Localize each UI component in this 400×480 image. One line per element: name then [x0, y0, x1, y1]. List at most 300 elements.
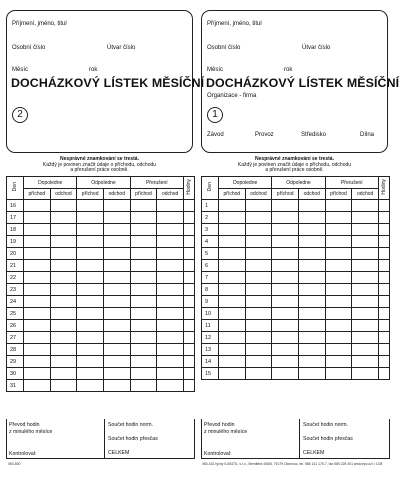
time-cell[interactable]: [272, 356, 299, 368]
time-cell[interactable]: [272, 344, 299, 356]
break-header: Přerušení: [325, 177, 378, 189]
time-cell[interactable]: [77, 380, 104, 392]
day-number: 16: [7, 200, 24, 212]
day-number: 14: [202, 356, 219, 368]
time-cell[interactable]: [245, 308, 272, 320]
time-cell[interactable]: [24, 260, 51, 272]
time-cell[interactable]: [219, 296, 246, 308]
time-cell[interactable]: [245, 260, 272, 272]
hours-cell[interactable]: [379, 200, 390, 212]
day-row: [7, 272, 195, 284]
day-header: Den: [202, 177, 219, 200]
time-cell[interactable]: [219, 248, 246, 260]
time-cell[interactable]: [77, 212, 104, 224]
time-cell[interactable]: [103, 284, 130, 296]
time-cell[interactable]: [50, 260, 77, 272]
hours-cell[interactable]: [379, 236, 390, 248]
time-cell[interactable]: [103, 236, 130, 248]
personal-number-label: Osobní číslo: [207, 45, 241, 51]
time-cell[interactable]: [77, 200, 104, 212]
time-cell[interactable]: [24, 272, 51, 284]
time-cell[interactable]: [272, 368, 299, 380]
hours-cell[interactable]: [184, 248, 195, 260]
time-cell[interactable]: [130, 296, 157, 308]
sum-norm-label: Součet hodin norm.: [303, 422, 348, 428]
time-cell[interactable]: [50, 320, 77, 332]
time-cell[interactable]: [219, 344, 246, 356]
day-number: 30: [7, 368, 24, 380]
time-cell[interactable]: [298, 344, 325, 356]
time-cell[interactable]: [325, 320, 352, 332]
day-number: 28: [7, 344, 24, 356]
time-cell[interactable]: [24, 344, 51, 356]
time-cell[interactable]: [352, 224, 379, 236]
time-cell[interactable]: [325, 368, 352, 380]
time-cell[interactable]: [298, 320, 325, 332]
time-cell[interactable]: [325, 356, 352, 368]
time-cell[interactable]: [130, 380, 157, 392]
time-cell[interactable]: [245, 320, 272, 332]
time-cell[interactable]: [103, 272, 130, 284]
time-cell[interactable]: [245, 356, 272, 368]
time-cell[interactable]: [50, 236, 77, 248]
notice-title: Nesprávné znamkování se trestá.: [255, 156, 334, 162]
hours-cell[interactable]: [379, 272, 390, 284]
day-row: [7, 368, 195, 380]
day-number: 19: [7, 236, 24, 248]
time-cell[interactable]: [77, 308, 104, 320]
time-cell[interactable]: [24, 212, 51, 224]
day-number: 25: [7, 308, 24, 320]
time-cell[interactable]: [77, 296, 104, 308]
notice-line: a přerušení práce osobně.: [70, 167, 129, 174]
time-cell[interactable]: [272, 308, 299, 320]
time-cell[interactable]: [157, 200, 184, 212]
time-cell[interactable]: [130, 344, 157, 356]
time-cell[interactable]: [77, 356, 104, 368]
time-cell[interactable]: [245, 200, 272, 212]
hours-cell[interactable]: [184, 224, 195, 236]
department-label: Útvar číslo: [107, 45, 136, 51]
time-cell[interactable]: [352, 284, 379, 296]
day-row: [202, 236, 390, 248]
day-row: [7, 332, 195, 344]
time-cell[interactable]: [157, 296, 184, 308]
day-number: 29: [7, 356, 24, 368]
time-cell[interactable]: [50, 296, 77, 308]
copy-number-badge: 1: [207, 107, 223, 123]
time-cell[interactable]: [272, 320, 299, 332]
time-cell[interactable]: [272, 200, 299, 212]
hours-cell[interactable]: [184, 212, 195, 224]
time-cell[interactable]: [352, 200, 379, 212]
day-number: 21: [7, 260, 24, 272]
time-cell[interactable]: [298, 236, 325, 248]
hours-cell[interactable]: [379, 308, 390, 320]
time-cell[interactable]: [77, 272, 104, 284]
time-cell[interactable]: [245, 248, 272, 260]
day-row: [7, 224, 195, 236]
time-cell[interactable]: [24, 368, 51, 380]
time-cell[interactable]: [157, 248, 184, 260]
time-cell[interactable]: [24, 356, 51, 368]
day-row: [7, 200, 195, 212]
time-cell[interactable]: [157, 332, 184, 344]
department-label: Útvar číslo: [302, 45, 331, 51]
time-cell[interactable]: [130, 236, 157, 248]
time-cell[interactable]: [103, 332, 130, 344]
time-cell[interactable]: [298, 212, 325, 224]
time-cell[interactable]: [352, 332, 379, 344]
time-cell[interactable]: [50, 224, 77, 236]
hours-cell[interactable]: [379, 224, 390, 236]
time-cell[interactable]: [50, 356, 77, 368]
day-number: 11: [202, 320, 219, 332]
time-cell[interactable]: [50, 368, 77, 380]
time-cell[interactable]: [272, 236, 299, 248]
hours-cell[interactable]: [379, 320, 390, 332]
day-number: 23: [7, 284, 24, 296]
time-cell[interactable]: [157, 320, 184, 332]
transfer-label: Převod hodin: [204, 422, 235, 428]
time-cell[interactable]: [103, 200, 130, 212]
hours-cell[interactable]: [184, 368, 195, 380]
day-number: 9: [202, 296, 219, 308]
hours-cell[interactable]: [184, 332, 195, 344]
day-number: 1: [202, 200, 219, 212]
time-cell[interactable]: [157, 344, 184, 356]
time-cell[interactable]: [24, 380, 51, 392]
time-cell[interactable]: [157, 380, 184, 392]
time-cell[interactable]: [103, 320, 130, 332]
time-cell[interactable]: [50, 308, 77, 320]
year-label: rok: [284, 67, 293, 73]
time-cell[interactable]: [245, 332, 272, 344]
time-cell[interactable]: [325, 332, 352, 344]
hours-cell[interactable]: [184, 272, 195, 284]
time-cell[interactable]: [130, 320, 157, 332]
time-cell[interactable]: [130, 272, 157, 284]
time-cell[interactable]: [325, 236, 352, 248]
time-cell[interactable]: [24, 236, 51, 248]
form-code: 060-500: [8, 462, 21, 466]
time-cell[interactable]: [298, 356, 325, 368]
time-cell[interactable]: [352, 248, 379, 260]
time-cell[interactable]: [103, 368, 130, 380]
name-label: Příjmení, jméno, titul: [12, 21, 67, 27]
day-number: 17: [7, 212, 24, 224]
time-cell[interactable]: [245, 296, 272, 308]
time-cell[interactable]: [77, 236, 104, 248]
time-cell[interactable]: [24, 224, 51, 236]
time-cell[interactable]: [157, 260, 184, 272]
time-cell[interactable]: [77, 344, 104, 356]
time-cell[interactable]: [77, 368, 104, 380]
plant-label: Závod: [207, 132, 224, 138]
day-row: [202, 272, 390, 284]
time-cell[interactable]: [50, 212, 77, 224]
time-cell[interactable]: [298, 248, 325, 260]
time-cell[interactable]: [325, 224, 352, 236]
time-cell[interactable]: [24, 332, 51, 344]
time-cell[interactable]: [157, 212, 184, 224]
arrival-header: příchod: [24, 189, 51, 200]
arrival-header: příchod: [219, 189, 246, 200]
time-cell[interactable]: [219, 308, 246, 320]
sum-overtime-label: Součet hodin přesčas: [108, 436, 158, 442]
time-cell[interactable]: [298, 332, 325, 344]
operation-label: Provoz: [255, 132, 274, 138]
time-cell[interactable]: [298, 284, 325, 296]
day-row: [7, 356, 195, 368]
time-cell[interactable]: [352, 296, 379, 308]
time-cell[interactable]: [325, 248, 352, 260]
time-cell[interactable]: [130, 248, 157, 260]
time-cell[interactable]: [24, 200, 51, 212]
arrival-header: příchod: [130, 189, 157, 200]
hours-cell[interactable]: [184, 260, 195, 272]
day-row: [202, 344, 390, 356]
time-cell[interactable]: [325, 284, 352, 296]
hours-cell[interactable]: [379, 368, 390, 380]
notice-line: Každý je povinen značit údaje o příchodu, odchodu: [237, 161, 352, 168]
time-cell[interactable]: [103, 356, 130, 368]
hours-cell[interactable]: [184, 308, 195, 320]
time-cell[interactable]: [103, 296, 130, 308]
time-cell[interactable]: [103, 380, 130, 392]
time-cell[interactable]: [272, 332, 299, 344]
day-number: 10: [202, 308, 219, 320]
time-cell[interactable]: [219, 368, 246, 380]
time-cell[interactable]: [50, 200, 77, 212]
attendance-table-left: [6, 176, 195, 392]
time-cell[interactable]: [272, 296, 299, 308]
hours-header: Hodiny: [184, 177, 195, 200]
time-cell[interactable]: [298, 224, 325, 236]
time-cell[interactable]: [103, 260, 130, 272]
time-cell[interactable]: [50, 380, 77, 392]
time-cell[interactable]: [272, 248, 299, 260]
time-cell[interactable]: [219, 200, 246, 212]
time-cell[interactable]: [157, 272, 184, 284]
day-row: [7, 260, 195, 272]
day-number: 4: [202, 236, 219, 248]
hours-cell[interactable]: [379, 248, 390, 260]
time-cell[interactable]: [24, 308, 51, 320]
time-cell[interactable]: [245, 272, 272, 284]
hours-cell[interactable]: [184, 344, 195, 356]
time-cell[interactable]: [24, 284, 51, 296]
time-cell[interactable]: [352, 356, 379, 368]
time-cell[interactable]: [219, 356, 246, 368]
time-cell[interactable]: [352, 344, 379, 356]
time-cell[interactable]: [245, 212, 272, 224]
time-cell[interactable]: [325, 260, 352, 272]
time-cell[interactable]: [325, 308, 352, 320]
time-cell[interactable]: [245, 224, 272, 236]
time-cell[interactable]: [103, 344, 130, 356]
time-cell[interactable]: [298, 260, 325, 272]
hours-cell[interactable]: [184, 296, 195, 308]
time-cell[interactable]: [77, 248, 104, 260]
time-cell[interactable]: [298, 272, 325, 284]
time-cell[interactable]: [219, 272, 246, 284]
time-cell[interactable]: [219, 224, 246, 236]
time-cell[interactable]: [325, 200, 352, 212]
time-cell[interactable]: [130, 284, 157, 296]
day-row: [202, 284, 390, 296]
morning-header: Dopoledne: [24, 177, 77, 189]
departure-header: odchod: [245, 189, 272, 200]
day-number: 31: [7, 380, 24, 392]
time-cell[interactable]: [352, 272, 379, 284]
day-row: [7, 212, 195, 224]
day-row: [202, 248, 390, 260]
time-cell[interactable]: [157, 356, 184, 368]
day-number: 5: [202, 248, 219, 260]
hours-cell[interactable]: [379, 284, 390, 296]
form-title: DOCHÁZKOVÝ LÍSTEK MĚSÍČNÍ: [206, 76, 400, 90]
time-cell[interactable]: [245, 368, 272, 380]
time-cell[interactable]: [298, 368, 325, 380]
afternoon-header: Odpoledne: [77, 177, 130, 189]
personal-number-label: Osobní číslo: [12, 45, 46, 51]
time-cell[interactable]: [352, 368, 379, 380]
day-row: [7, 320, 195, 332]
time-cell[interactable]: [24, 320, 51, 332]
hours-cell[interactable]: [379, 356, 390, 368]
time-cell[interactable]: [325, 296, 352, 308]
time-cell[interactable]: [272, 260, 299, 272]
time-cell[interactable]: [130, 332, 157, 344]
time-cell[interactable]: [77, 332, 104, 344]
time-cell[interactable]: [157, 308, 184, 320]
hours-cell[interactable]: [184, 356, 195, 368]
time-cell[interactable]: [157, 368, 184, 380]
day-number: 20: [7, 248, 24, 260]
time-cell[interactable]: [219, 284, 246, 296]
time-cell[interactable]: [352, 260, 379, 272]
hours-cell[interactable]: [379, 332, 390, 344]
day-row: [202, 212, 390, 224]
time-cell[interactable]: [272, 224, 299, 236]
time-cell[interactable]: [130, 212, 157, 224]
hours-cell[interactable]: [184, 284, 195, 296]
month-label: Měsíc: [12, 67, 29, 73]
day-row: [7, 248, 195, 260]
year-label: rok: [89, 67, 98, 73]
time-cell[interactable]: [272, 272, 299, 284]
day-number: 18: [7, 224, 24, 236]
time-cell[interactable]: [130, 308, 157, 320]
time-cell[interactable]: [219, 212, 246, 224]
time-cell[interactable]: [272, 284, 299, 296]
hours-cell[interactable]: [184, 236, 195, 248]
hours-cell[interactable]: [184, 380, 195, 392]
day-row: [202, 224, 390, 236]
time-cell[interactable]: [219, 332, 246, 344]
day-row: [7, 236, 195, 248]
time-cell[interactable]: [219, 260, 246, 272]
hours-cell[interactable]: [184, 320, 195, 332]
time-cell[interactable]: [103, 224, 130, 236]
time-cell[interactable]: [325, 344, 352, 356]
time-cell[interactable]: [130, 368, 157, 380]
hours-cell[interactable]: [379, 344, 390, 356]
transfer-label: z minulého měsíce: [9, 429, 53, 435]
attendance-card-right: [201, 10, 400, 153]
time-cell[interactable]: [352, 308, 379, 320]
time-cell[interactable]: [352, 236, 379, 248]
time-cell[interactable]: [77, 284, 104, 296]
time-cell[interactable]: [325, 272, 352, 284]
time-cell[interactable]: [272, 212, 299, 224]
time-cell[interactable]: [24, 248, 51, 260]
day-number: 2: [202, 212, 219, 224]
time-cell[interactable]: [325, 212, 352, 224]
hours-cell[interactable]: [379, 296, 390, 308]
day-number: 27: [7, 332, 24, 344]
time-cell[interactable]: [77, 260, 104, 272]
time-cell[interactable]: [130, 356, 157, 368]
transfer-label: Převod hodin: [9, 422, 40, 428]
departure-header: odchod: [352, 189, 379, 200]
time-cell[interactable]: [77, 320, 104, 332]
arrival-header: příchod: [325, 189, 352, 200]
departure-header: odchod: [103, 189, 130, 200]
time-cell[interactable]: [50, 332, 77, 344]
time-cell[interactable]: [157, 284, 184, 296]
time-cell[interactable]: [245, 344, 272, 356]
hours-cell[interactable]: [379, 260, 390, 272]
footer-right: [201, 419, 390, 459]
time-cell[interactable]: [130, 260, 157, 272]
day-number: 12: [202, 332, 219, 344]
sum-norm-label: Součet hodin norm.: [108, 422, 153, 428]
time-cell[interactable]: [352, 212, 379, 224]
time-cell[interactable]: [103, 308, 130, 320]
time-cell[interactable]: [130, 224, 157, 236]
day-number: 7: [202, 272, 219, 284]
name-label: Příjmení, jméno, titul: [207, 21, 262, 27]
time-cell[interactable]: [130, 200, 157, 212]
time-cell[interactable]: [245, 284, 272, 296]
time-cell[interactable]: [157, 236, 184, 248]
hours-cell[interactable]: [379, 212, 390, 224]
time-cell[interactable]: [298, 200, 325, 212]
time-cell[interactable]: [219, 320, 246, 332]
day-number: 8: [202, 284, 219, 296]
time-cell[interactable]: [103, 212, 130, 224]
time-cell[interactable]: [352, 320, 379, 332]
time-cell[interactable]: [24, 296, 51, 308]
time-cell[interactable]: [50, 272, 77, 284]
footer-left: [6, 419, 195, 459]
time-cell[interactable]: [298, 308, 325, 320]
total-label: CELKEM: [303, 450, 325, 456]
day-row: [202, 308, 390, 320]
time-cell[interactable]: [50, 344, 77, 356]
time-cell[interactable]: [298, 296, 325, 308]
time-cell[interactable]: [50, 248, 77, 260]
time-cell[interactable]: [50, 284, 77, 296]
time-cell[interactable]: [245, 236, 272, 248]
time-cell[interactable]: [77, 224, 104, 236]
time-cell[interactable]: [103, 248, 130, 260]
time-cell[interactable]: [219, 236, 246, 248]
time-cell[interactable]: [157, 224, 184, 236]
hours-cell[interactable]: [184, 200, 195, 212]
